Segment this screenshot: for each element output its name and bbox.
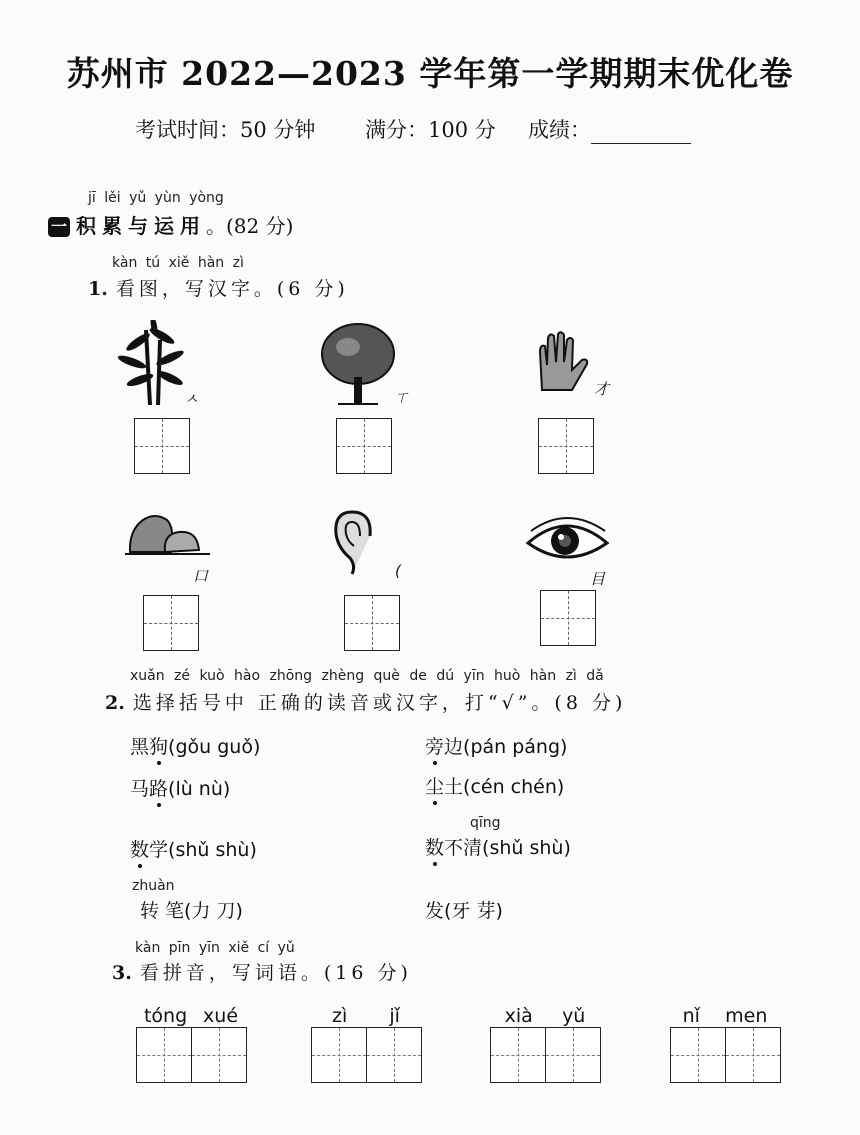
word-xiayu: xià yǔ [490, 1005, 600, 1083]
q2-item-shubuqing[interactable]: 数不清(shǔ shù) [425, 837, 571, 859]
q2-ruby-zhuan: zhuàn [132, 878, 175, 894]
tree-picture [318, 322, 398, 407]
hanzi-box-stone[interactable] [143, 595, 199, 651]
exam-title: 苏州市 2022—2023 学年第一学期期末优化卷 [66, 54, 794, 93]
section1-pinyin: jī lěi yǔ yùn yòng [88, 190, 224, 206]
q2-item-malu[interactable]: 马路(lù nù) [130, 778, 231, 800]
q1-number: 1. [88, 278, 108, 300]
q2-text: 选择括号中 正确的读音或汉字，打“√”。(8 分) [132, 692, 627, 714]
word-grid-xiayu[interactable] [490, 1027, 600, 1083]
word-tongxue: tóng xué [136, 1005, 246, 1083]
stone-picture [125, 510, 210, 558]
q3-prompt [112, 958, 412, 985]
q2-item-pangbian[interactable]: 旁边(pán páng) [425, 736, 568, 758]
full-score: 满分：100 分 [365, 118, 496, 142]
stone-hint: 口 [193, 567, 209, 585]
word-ziji: zì jǐ [311, 1005, 421, 1083]
hand-hint: 才 [594, 380, 610, 398]
q3-number: 3. [112, 962, 132, 984]
q3-text: 看拼音，写词语。(16 分) [139, 962, 412, 984]
q2-item-chentu[interactable]: 尘土(cén chén) [425, 776, 565, 798]
word-grid-tongxue[interactable] [136, 1027, 246, 1083]
q2-ruby-qing: qīng [470, 815, 501, 831]
ear-picture [330, 508, 380, 578]
q2-item-heigou[interactable]: 黑狗(gǒu guǒ) [130, 736, 261, 758]
score-field[interactable] [528, 114, 691, 144]
q2-item-faya[interactable]: 发(牙 芽) [425, 900, 503, 922]
section1-title: 积累与运用 [76, 214, 206, 238]
q2-number: 2. [105, 692, 125, 714]
q1-prompt [88, 274, 349, 301]
word-grid-ziji[interactable] [311, 1027, 421, 1083]
ear-hint: ( [395, 562, 401, 580]
q3-pinyin: kàn pīn yīn xiě cí yǔ [135, 940, 295, 956]
hanzi-box-hand[interactable] [538, 418, 594, 474]
eye-picture [525, 515, 610, 567]
word-nimen: nǐ men [670, 1005, 780, 1083]
word-grid-nimen[interactable] [670, 1027, 780, 1083]
hanzi-box-eye[interactable] [540, 590, 596, 646]
q2-item-zhuanbi[interactable]: 转 笔(力 刀) [140, 900, 243, 922]
hand-picture [532, 330, 602, 396]
q2-prompt [105, 688, 626, 715]
q2-item-shuxue[interactable]: 数学(shǔ shù) [130, 839, 257, 861]
score-label: 成绩： [528, 118, 591, 142]
bamboo-hint: ㅅ [184, 390, 199, 408]
score-blank[interactable] [591, 123, 691, 144]
section1-heading [48, 210, 293, 239]
q1-pinyin: kàn tú xiě hàn zì [112, 255, 244, 271]
q1-text: 看图，写汉字。(6 分) [115, 278, 349, 300]
hanzi-box-ear[interactable] [344, 595, 400, 651]
tree-hint: ㄒ [394, 388, 410, 406]
q2-pinyin: xuǎn zé kuò hào zhōng zhèng què de dú yīn huò hàn zì dǎ [130, 668, 604, 684]
hanzi-box-bamboo[interactable] [134, 418, 190, 474]
section1-points: 。(82 分) [206, 214, 294, 238]
hanzi-box-tree[interactable] [336, 418, 392, 474]
eye-hint: 目 [590, 570, 606, 588]
exam-time: 考试时间：50 分钟 [135, 118, 316, 142]
section-number-badge: 一 [48, 217, 70, 237]
